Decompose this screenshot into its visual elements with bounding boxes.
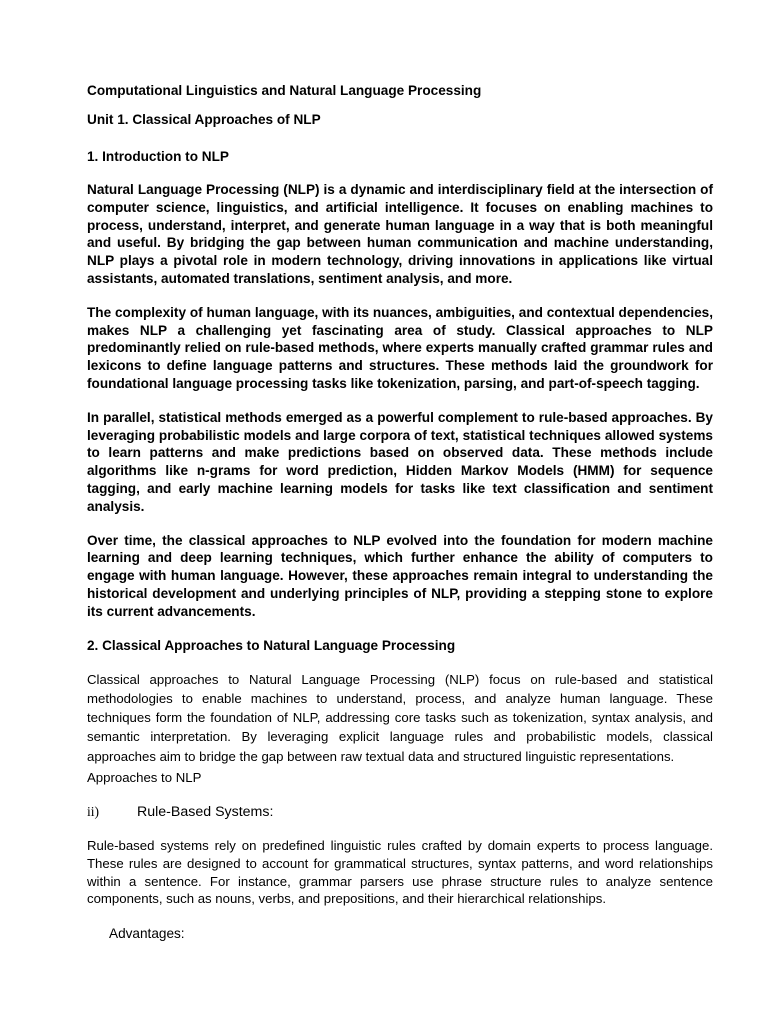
- classical-approaches-paragraph: Classical approaches to Natural Language Processing (NLP) focus on rule-based and statistical methodologies to enable machines to understand, process, and analyze human language. These techniques form the foundation of NLP, addressing core tasks such as tokenization, syntax analysis, and semantic interpretation. By leveraging explicit language rules and probabilistic models, classical approaches aim to bridge the gap between raw textual data and structured linguistic representations.: [87, 671, 713, 764]
- subsection-numeral: ii): [87, 804, 100, 820]
- intro-paragraph-4: Over time, the classical approaches to NLP evolved into the foundation for modern machine learning and deep learning techniques, which further enhance the ability of computers to engage with human language. However, these approaches remain integral to understanding the historical development and underlying principles of NLP, providing a stepping stone to explore its current advancements.: [87, 532, 713, 619]
- approaches-label: Approaches to NLP: [87, 770, 202, 786]
- subsection-title: [137, 803, 273, 821]
- document-body: [87, 82, 713, 943]
- subsection-title-text: Rule-Based Systems: [137, 804, 270, 821]
- unit-title: Unit 1. Classical Approaches of NLP: [87, 112, 321, 127]
- rule-based-paragraph: Rule-based systems rely on predefined linguistic rules crafted by domain experts to process language. These rules are designed to account for grammatical structures, syntax patterns, and word relationships within a sentence. For instance, grammar parsers use phrase structure rules to analyze sentence components, such as nouns, verbs, and prepositions, and their hierarchical relationships.: [87, 838, 713, 907]
- intro-paragraph-1: Natural Language Processing (NLP) is a dynamic and interdisciplinary field at the intersection of computer science, linguistics, and artificial intelligence. It focuses on enabling machines to process, understand, interpret, and generate human language in a way that is both meaningful and useful. By bridging the gap between human communication and machine understanding, NLP plays a pivotal role in modern technology, driving innovations in applications like virtual assistants, automated translations, sentiment analysis, and more.: [87, 182, 713, 286]
- subsection-heading-rule-based: [87, 803, 713, 821]
- intro-paragraph-3: In parallel, statistical methods emerged as a powerful complement to rule-based approaches. By leveraging probabilistic models and large corpora of text, statistical techniques allowed systems to learn patterns and make predictions based on observed data. These methods include algorithms like n-grams for word prediction, Hidden Markov Models (HMM) for sequence tagging, and early machine learning models for tasks like text classification and sentiment analysis.: [87, 409, 713, 514]
- section-heading-classical-approaches: 2. Classical Approaches to Natural Language Processing: [87, 637, 456, 653]
- subsection-colon: :: [269, 804, 274, 821]
- intro-paragraph-2: The complexity of human language, with its nuances, ambiguities, and contextual dependencies, makes NLP a challenging yet fascinating area of study. Classical approaches to NLP predominantly relied on rule-based methods, where experts manually crafted grammar rules and lexicons to define language patterns and structures. These methods laid the groundwork for foundational language processing tasks like tokenization, parsing, and part-of-speech tagging.: [87, 304, 713, 391]
- advantages-label: Advantages:: [109, 926, 185, 942]
- section-heading-introduction: 1. Introduction to NLP: [87, 149, 229, 164]
- document-title: Computational Linguistics and Natural Language Processing: [87, 83, 482, 98]
